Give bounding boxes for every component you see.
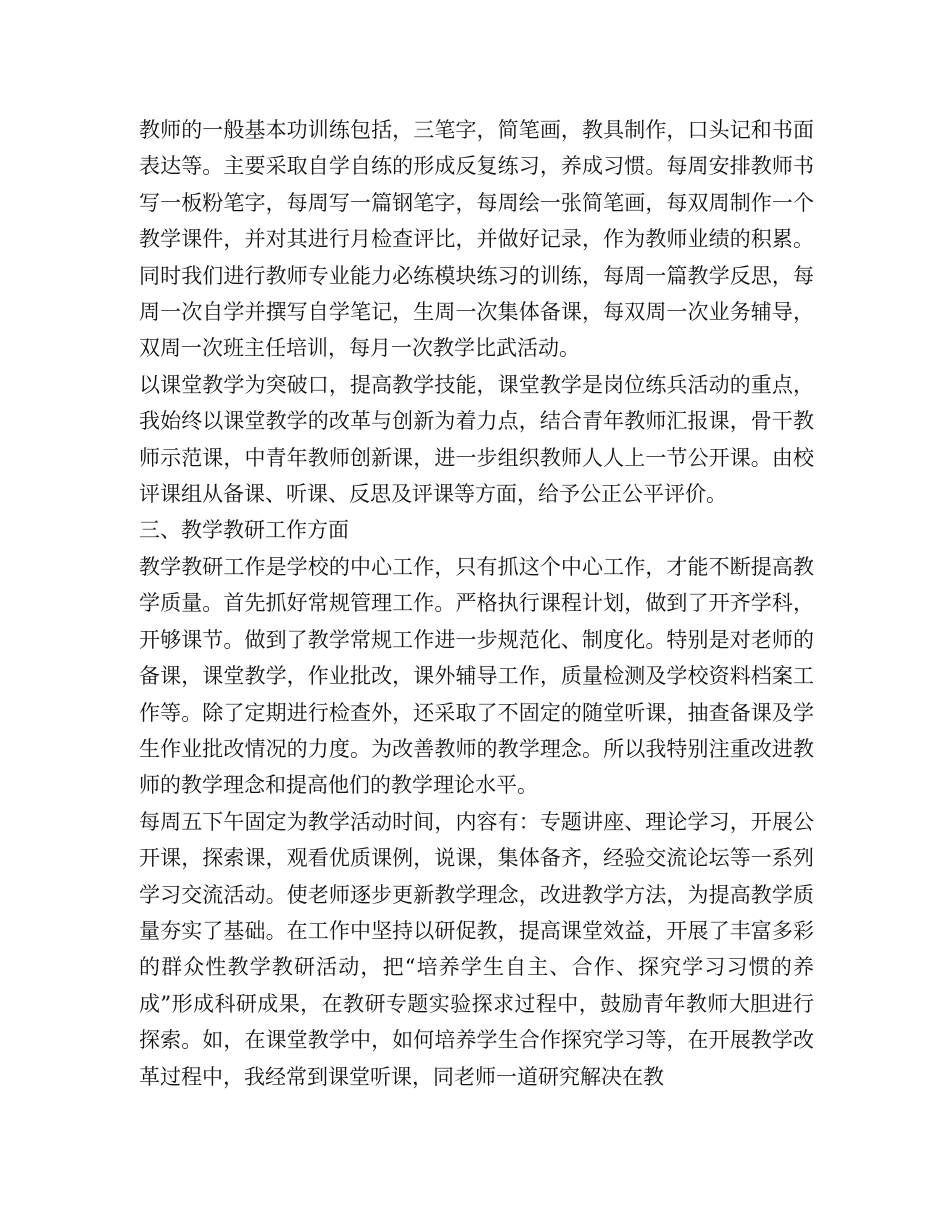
document-body: [139, 112, 814, 1095]
paragraph-basic-skills: 教师的一般基本功训练包括，三笔字，简笔画，教具制作，口头记和书面表达等。主要采取自学自练的形成反复练习，养成习惯。每周安排教师书写一板粉笔字，每周写一篇钢笔字，每周绘一张简笔画，每双周制作一个教学课件，并对其进行月检查评比，并做好记录，作为教师业绩的积累。同时我们进行教师专业能力必练模块练习的训练，每周一篇教学反思，每周一次自学并撰写自学笔记，生周一次集体备课，每双周一次业务辅导，双周一次班主任培训，每月一次教学比武活动。: [139, 118, 814, 361]
paragraph-classroom-teaching: 以课堂教学为突破口，提高教学技能，课堂教学是岗位练兵活动的重点，我始终以课堂教学的改革与创新为着力点，结合青年教师汇报课，骨干教师示范课，中青年教师创新课，进一步组织教师人人上一节公开课。由校评课组从备课、听课、反思及评课等方面，给予公正公平评价。: [139, 372, 814, 507]
paragraph-weekly-activities: 每周五下午固定为教学活动时间，内容有：专题讲座、理论学习，开展公开课，探索课，观看优质课例，说课，集体备齐，经验交流论坛等一系列学习交流活动。使老师逐步更新教学理念，改进教学方法，为提高教学质量夯实了基础。在工作中坚持以研促教，提高课堂效益，开展了丰富多彩的群众性教学教研活动，把“培养学生自主、合作、探究学习习惯的养成”形成科研成果，在教研专题实验探求过程中，鼓励青年教师大胆进行探索。如，在课堂教学中，如何培养学生合作探究学习等，在开展教学改革过程中，我经常到课堂听课，同老师一道研究解决在教: [139, 809, 814, 1089]
paragraph-teaching-research: 教学教研工作是学校的中心工作，只有抓这个中心工作，才能不断提高教学质量。首先抓好常规管理工作。严格执行课程计划，做到了开齐学科，开够课节。做到了教学常规工作进一步规范化、制度化。特别是对老师的备课，课堂教学，作业批改，课外辅导工作，质量检测及学校资料档案工作等。除了定期进行检查外，还采取了不固定的随堂听课，抽查备课及学生作业批改情况的力度。为改善教师的教学理念。所以我特别注重改进教师的教学理念和提高他们的教学理论水平。: [139, 554, 814, 798]
section-heading: 三、教学教研工作方面: [139, 518, 349, 543]
